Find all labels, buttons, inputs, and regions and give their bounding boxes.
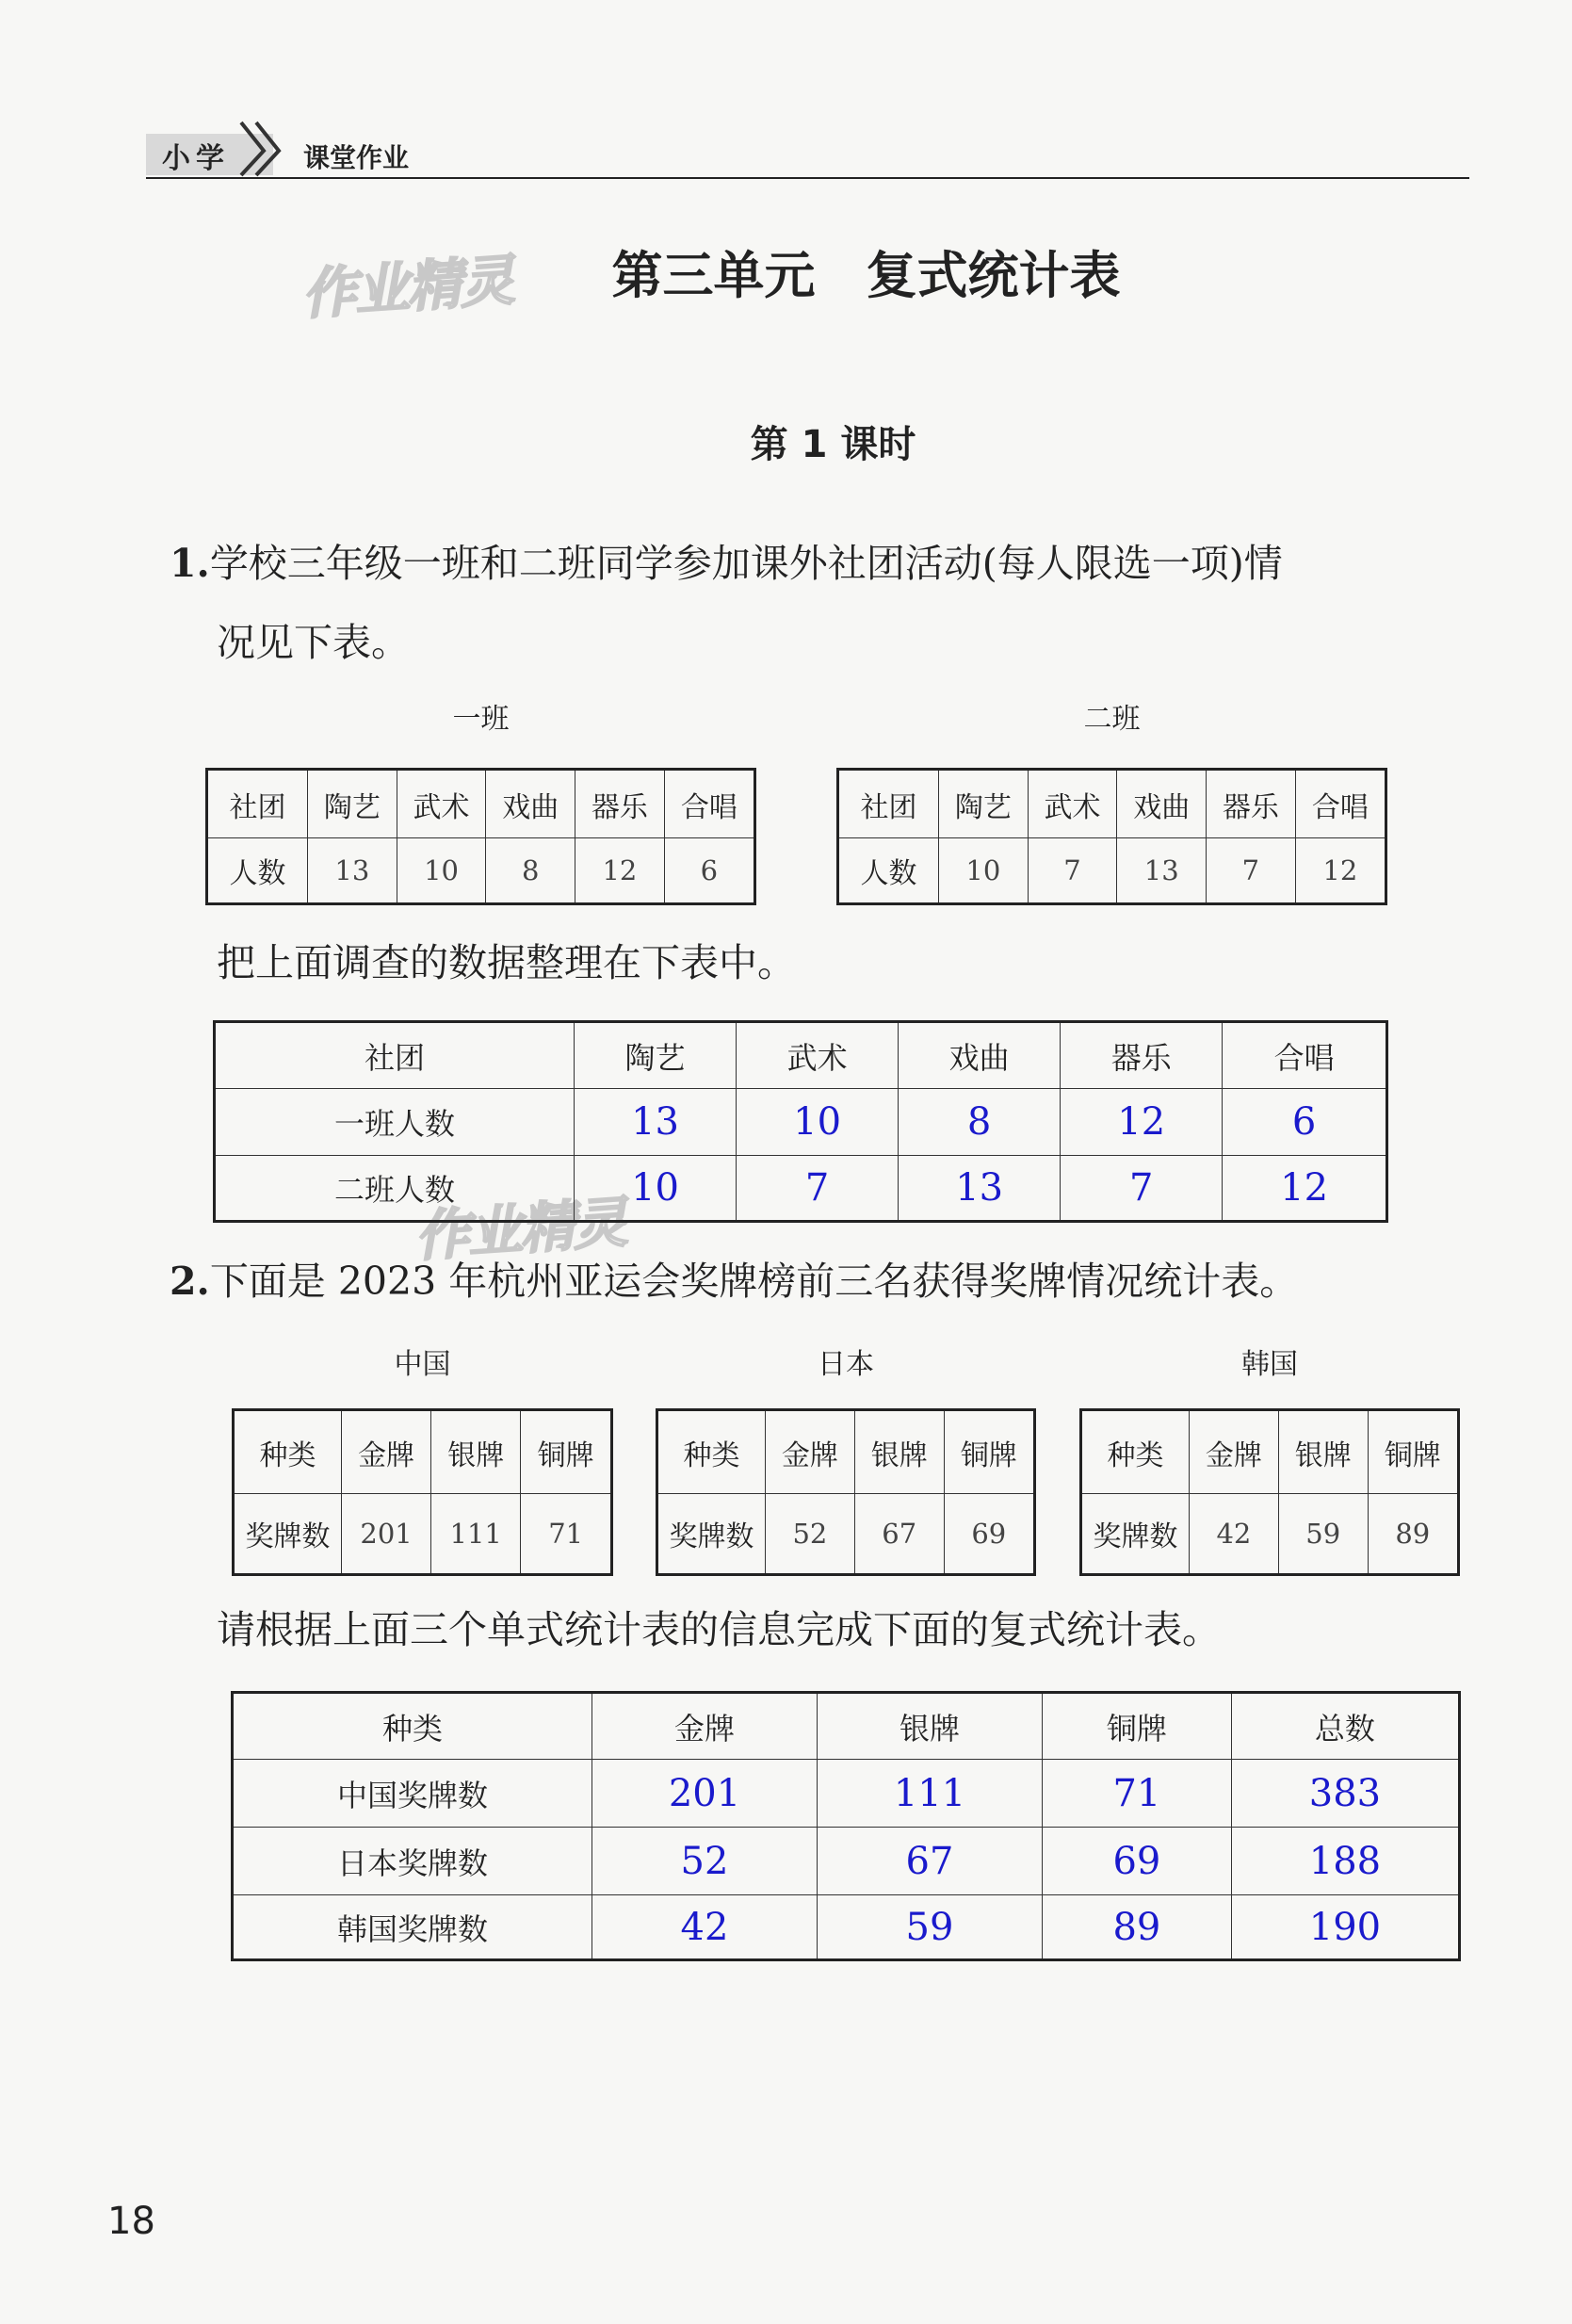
table-cell: 器乐 — [575, 770, 665, 838]
table-cell: 社团 — [838, 770, 939, 838]
table-cell: 合唱 — [1223, 1022, 1387, 1089]
page-number: 18 — [107, 2200, 155, 2243]
question-1-instruction: 把上面调查的数据整理在下表中。 — [217, 940, 796, 985]
table-cell: 8 — [486, 838, 575, 904]
class1-table — [205, 768, 756, 905]
china-medal-table — [232, 1408, 613, 1576]
table-cell: 银牌 — [1278, 1410, 1368, 1494]
table-cell: 武术 — [397, 770, 486, 838]
table-cell: 银牌 — [854, 1410, 944, 1494]
japan-medal-table — [656, 1408, 1036, 1576]
table-cell: 戏曲 — [486, 770, 575, 838]
table-cell: 韩国奖牌数 — [233, 1895, 592, 1960]
answer-cell: 8 — [899, 1089, 1061, 1156]
table-cell: 59 — [1278, 1494, 1368, 1575]
table-cell: 52 — [766, 1494, 855, 1575]
table-caption: 日本 — [818, 1348, 874, 1381]
table-cell: 武术 — [1028, 770, 1117, 838]
table-cell: 12 — [1295, 838, 1386, 904]
table-cell: 铜牌 — [1043, 1693, 1232, 1760]
answer-cell: 111 — [818, 1760, 1043, 1828]
answer-cell: 13 — [575, 1089, 737, 1156]
table-cell: 12 — [575, 838, 665, 904]
answer-cell: 383 — [1231, 1760, 1459, 1828]
question-number: 1. — [170, 541, 210, 586]
table-cell: 戏曲 — [899, 1022, 1061, 1089]
table-cell: 陶艺 — [575, 1022, 737, 1089]
table-cell: 7 — [1028, 838, 1117, 904]
answer-cell: 7 — [737, 1156, 899, 1222]
table-cell: 戏曲 — [1117, 770, 1207, 838]
unit-title: 第三单元 复式统计表 — [611, 246, 1121, 305]
answer-cell: 67 — [818, 1828, 1043, 1895]
answer-cell: 71 — [1043, 1760, 1232, 1828]
table-cell: 铜牌 — [1368, 1410, 1458, 1494]
table-cell: 71 — [521, 1494, 612, 1575]
table-cell: 中国奖牌数 — [233, 1760, 592, 1828]
answer-cell: 12 — [1223, 1156, 1387, 1222]
table-cell: 种类 — [234, 1410, 342, 1494]
question-1-line1: 学校三年级一班和二班同学参加课外社团活动(每人限选一项)情 — [209, 541, 1283, 586]
table-cell: 金牌 — [342, 1410, 431, 1494]
answer-cell: 6 — [1223, 1089, 1387, 1156]
table-cell: 铜牌 — [944, 1410, 1034, 1494]
answer-cell: 201 — [592, 1760, 818, 1828]
answer-cell: 190 — [1231, 1895, 1459, 1960]
table-cell: 67 — [854, 1494, 944, 1575]
answer-cell: 10 — [575, 1156, 737, 1222]
chevron-right-icon — [234, 111, 300, 177]
table-cell: 银牌 — [431, 1410, 521, 1494]
table-cell: 奖牌数 — [234, 1494, 342, 1575]
answer-cell: 52 — [592, 1828, 818, 1895]
question-2-instruction: 请根据上面三个单式统计表的信息完成下面的复式统计表。 — [217, 1607, 1221, 1652]
table-cell: 银牌 — [818, 1693, 1043, 1760]
table-cell: 89 — [1368, 1494, 1458, 1575]
table-cell: 种类 — [1081, 1410, 1190, 1494]
table-cell: 器乐 — [1061, 1022, 1223, 1089]
korea-medal-table — [1079, 1408, 1460, 1576]
answer-cell: 7 — [1061, 1156, 1223, 1222]
table-cell: 总数 — [1231, 1693, 1459, 1760]
table-cell: 合唱 — [1295, 770, 1386, 838]
table-cell: 日本奖牌数 — [233, 1828, 592, 1895]
answer-cell: 10 — [737, 1089, 899, 1156]
table-cell: 陶艺 — [308, 770, 397, 838]
table-caption: 韩国 — [1241, 1348, 1298, 1381]
table-cell: 金牌 — [1190, 1410, 1279, 1494]
answer-cell: 42 — [592, 1895, 818, 1960]
watermark: 作业精灵 — [413, 1190, 628, 1269]
table-cell: 器乐 — [1207, 770, 1296, 838]
class-combined-table — [213, 1020, 1388, 1223]
answer-cell: 13 — [899, 1156, 1061, 1222]
lesson-title: 第 1 课时 — [750, 423, 916, 466]
table-cell: 111 — [431, 1494, 521, 1575]
question-2-text — [170, 1242, 1298, 1321]
table-cell: 10 — [397, 838, 486, 904]
question-2-body: 下面是 2023 年杭州亚运会奖牌榜前三名获得奖牌情况统计表。 — [209, 1259, 1299, 1304]
table-caption: 中国 — [394, 1348, 451, 1381]
table-cell: 人数 — [838, 838, 939, 904]
table-cell: 13 — [1117, 838, 1207, 904]
table-cell: 6 — [664, 838, 754, 904]
table-cell: 种类 — [233, 1693, 592, 1760]
table-cell: 社团 — [207, 770, 308, 838]
medal-combined-table — [231, 1691, 1461, 1961]
answer-cell: 12 — [1061, 1089, 1223, 1156]
answer-cell: 89 — [1043, 1895, 1232, 1960]
table-cell: 二班人数 — [215, 1156, 575, 1222]
table-cell: 69 — [944, 1494, 1034, 1575]
table-cell: 奖牌数 — [1081, 1494, 1190, 1575]
class2-table — [836, 768, 1387, 905]
table-cell: 奖牌数 — [657, 1494, 766, 1575]
table-cell: 金牌 — [592, 1693, 818, 1760]
table-caption: 一班 — [452, 703, 510, 736]
header-school: 小学 — [162, 142, 230, 175]
question-1-text — [170, 524, 1488, 603]
table-cell: 7 — [1207, 838, 1296, 904]
question-1-line2: 况见下表。 — [217, 620, 410, 665]
table-cell: 201 — [342, 1494, 431, 1575]
table-cell: 武术 — [737, 1022, 899, 1089]
table-cell: 铜牌 — [521, 1410, 612, 1494]
table-cell: 金牌 — [766, 1410, 855, 1494]
watermark: 作业精灵 — [300, 248, 515, 327]
table-cell: 合唱 — [664, 770, 754, 838]
table-cell: 13 — [308, 838, 397, 904]
table-cell: 一班人数 — [215, 1089, 575, 1156]
table-cell: 42 — [1190, 1494, 1279, 1575]
table-cell: 10 — [939, 838, 1029, 904]
answer-cell: 69 — [1043, 1828, 1232, 1895]
answer-cell: 188 — [1231, 1828, 1459, 1895]
answer-cell: 59 — [818, 1895, 1043, 1960]
table-cell: 人数 — [207, 838, 308, 904]
table-cell: 陶艺 — [939, 770, 1029, 838]
table-cell: 种类 — [657, 1410, 766, 1494]
question-number: 2. — [170, 1259, 210, 1304]
header-rule — [146, 177, 1469, 179]
header-course: 课堂作业 — [303, 142, 410, 173]
table-caption: 二班 — [1083, 703, 1141, 736]
table-cell: 社团 — [215, 1022, 575, 1089]
